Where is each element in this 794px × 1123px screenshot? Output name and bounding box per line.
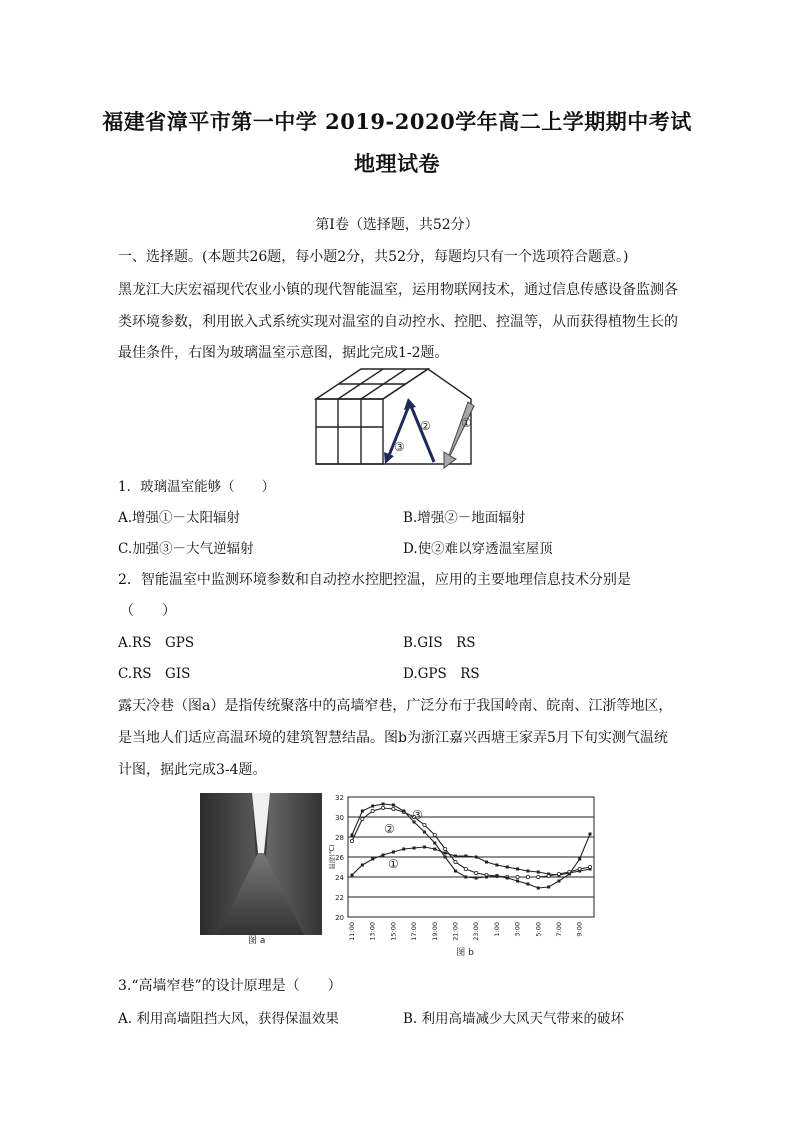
y-tick-label: 24	[335, 874, 344, 882]
y-axis-label: 温度(℃)	[328, 844, 336, 870]
x-tick-label: 3:00	[513, 922, 522, 937]
data-point	[485, 876, 488, 879]
passage1-line2: 类环境参数，利用嵌入式系统实现对温室的自动控水、控肥、控温等，从而获得植物生长的	[118, 314, 678, 330]
data-point	[454, 860, 457, 863]
data-point	[351, 834, 354, 837]
data-point	[506, 877, 509, 880]
data-point	[433, 842, 436, 845]
q3-option-a[interactable]: A. 利用高墙阻挡大风，获得保温效果	[118, 1011, 339, 1027]
series-label-2: ②	[384, 822, 395, 836]
temperature-chart	[326, 793, 596, 958]
question-2-stem-cont: （ ）	[120, 603, 176, 619]
q1-option-c[interactable]: C.加强③－大气逆辐射	[118, 541, 254, 557]
sun-radiation-arrow	[444, 402, 474, 468]
x-tick-label: 11:00	[348, 922, 356, 941]
question-2-stem: 2．智能温室中监测环境参数和自动控水控肥控温，应用的主要地理信息技术分别是	[118, 572, 631, 588]
q2-option-b[interactable]: B.GIS RS	[403, 635, 476, 651]
data-point	[402, 848, 405, 851]
data-point	[433, 848, 436, 851]
data-point	[516, 868, 519, 871]
data-point	[537, 875, 540, 878]
data-point	[381, 806, 384, 809]
data-point	[578, 858, 581, 861]
data-point	[392, 804, 395, 807]
data-point	[454, 855, 457, 858]
label-1: ①	[461, 416, 472, 430]
x-tick-label: 9:00	[575, 922, 584, 937]
y-tick-label: 30	[335, 814, 344, 822]
data-point	[526, 883, 529, 886]
x-tick-label: 19:00	[430, 922, 439, 941]
data-point	[454, 870, 457, 873]
data-point	[361, 864, 364, 867]
passage2-line3: 计图，据此完成3-4题。	[118, 762, 267, 778]
x-tick-label: 15:00	[389, 922, 398, 941]
data-point	[350, 839, 353, 842]
q1-option-a[interactable]: A.增强①－太阳辐射	[118, 510, 241, 526]
passage1-line1: 黑龙江大庆宏福现代农业小镇的现代智能温室，运用物联网技术，通过信息传感设备监测各	[118, 282, 678, 298]
y-tick-label: 22	[335, 894, 344, 902]
passage1-line3: 最佳条件，右图为玻璃温室示意图，据此完成1-2题。	[118, 345, 449, 361]
x-tick-label: 1:00	[492, 922, 501, 937]
figure-b-chart	[326, 793, 596, 958]
section-heading: 第Ⅰ卷（选择题，共52分）	[315, 217, 479, 233]
q1-option-d[interactable]: D.使②难以穿透温室屋顶	[403, 541, 553, 557]
x-tick-label: 17:00	[410, 922, 419, 941]
data-point	[444, 847, 447, 850]
data-point	[557, 880, 560, 883]
data-point	[537, 871, 540, 874]
data-point	[557, 872, 560, 875]
data-point	[526, 870, 529, 873]
data-point	[392, 807, 395, 810]
data-point	[423, 846, 426, 849]
data-point	[392, 851, 395, 854]
q1-option-b[interactable]: B.增强②－地面辐射	[403, 510, 526, 526]
greenhouse-diagram	[308, 364, 488, 472]
data-point	[444, 856, 447, 859]
q2-option-a[interactable]: A.RS GPS	[118, 635, 195, 651]
data-point	[351, 874, 354, 877]
passage2-line2: 是当地人们适应高温环境的建筑智慧结晶。图b为浙江嘉兴西塘王家弄5月下旬实测气温统	[118, 730, 668, 746]
y-tick-label: 32	[335, 794, 344, 802]
x-tick-label: 7:00	[554, 922, 563, 937]
exam-title: 福建省漳平市第一中学 2019-2020学年高二上学期期中考试	[102, 109, 692, 134]
q3-option-b[interactable]: B. 利用高墙减少大风天气带来的破坏	[403, 1011, 625, 1027]
label-3: ③	[394, 440, 405, 454]
x-tick-label: 21:00	[451, 922, 460, 941]
data-point	[588, 865, 591, 868]
data-point	[371, 809, 374, 812]
data-point	[361, 810, 364, 813]
label-2: ②	[420, 419, 431, 433]
x-tick-label: 13:00	[368, 922, 377, 941]
y-tick-label: 20	[335, 914, 344, 922]
data-point	[382, 854, 385, 857]
data-point	[464, 855, 467, 858]
data-point	[475, 877, 478, 880]
data-point	[578, 867, 581, 870]
data-point	[371, 858, 374, 861]
data-point	[475, 856, 478, 859]
data-point	[433, 833, 436, 836]
data-point	[423, 831, 426, 834]
data-point	[464, 867, 467, 870]
figure-a-caption: 图 a	[248, 936, 266, 945]
data-point	[506, 866, 509, 869]
y-tick-label: 28	[335, 834, 344, 842]
figure-b-caption: 图 b	[456, 948, 474, 958]
data-point	[495, 864, 498, 867]
data-point	[444, 852, 447, 855]
question-1-stem: 1．玻璃温室能够（ ）	[118, 479, 276, 495]
data-point	[516, 875, 519, 878]
question-3-stem: 3.“高墙窄巷”的设计原理是（ ）	[118, 978, 342, 994]
data-point	[413, 847, 416, 850]
exam-subject-title: 地理试卷	[354, 151, 440, 176]
series-label-3: ③	[412, 808, 423, 822]
data-point	[516, 880, 519, 883]
data-point	[568, 873, 571, 876]
passage2-line1: 露天冷巷（图a）是指传统聚落中的高墙窄巷，广泛分布于我国岭南、皖南、江浙等地区，	[118, 698, 673, 714]
series-label-1: ①	[388, 857, 399, 871]
section-instructions: 一、选择题。(本题共26题，每小题2分，共52分，每题均只有一个选项符合题意。)	[118, 249, 629, 265]
data-point	[402, 810, 405, 813]
q2-option-d[interactable]: D.GPS RS	[403, 666, 480, 682]
data-point	[547, 886, 550, 889]
x-tick-label: 5:00	[534, 922, 543, 937]
counter-radiation-arrow	[384, 408, 408, 464]
data-point	[537, 887, 540, 890]
data-point	[495, 875, 498, 878]
data-point	[464, 876, 467, 879]
data-point	[589, 833, 592, 836]
figure-a	[200, 793, 322, 945]
data-point	[371, 805, 374, 808]
data-point	[526, 875, 529, 878]
x-tick-label: 23:00	[472, 922, 481, 941]
data-point	[361, 817, 364, 820]
y-tick-label: 26	[335, 854, 344, 862]
data-point	[475, 871, 478, 874]
data-point	[382, 803, 385, 806]
data-point	[547, 874, 550, 877]
q2-option-c[interactable]: C.RS GIS	[118, 666, 191, 682]
data-point	[485, 861, 488, 864]
data-point	[423, 823, 426, 826]
